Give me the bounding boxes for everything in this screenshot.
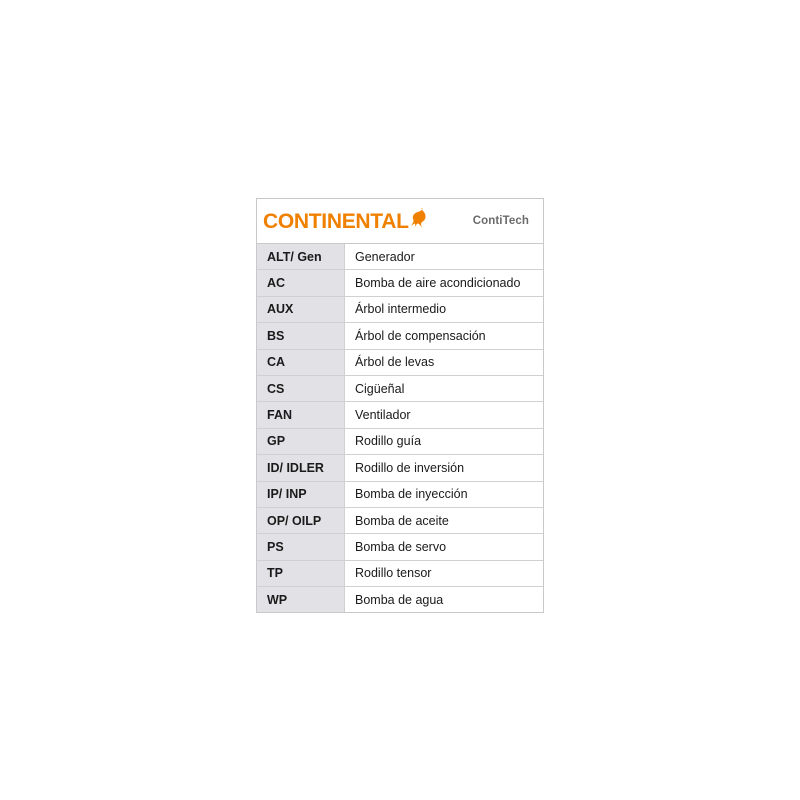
table-row bbox=[257, 349, 543, 375]
legend-description: Cigüeñal bbox=[345, 375, 544, 401]
table-row bbox=[257, 481, 543, 507]
table-row bbox=[257, 375, 543, 401]
legend-code: GP bbox=[257, 428, 345, 454]
table-row bbox=[257, 455, 543, 481]
legend-description: Rodillo tensor bbox=[345, 560, 544, 586]
legend-code: AUX bbox=[257, 296, 345, 322]
brand-header bbox=[257, 199, 543, 244]
brand-wordmark: CONTINENTAL bbox=[263, 209, 409, 233]
legend-code: TP bbox=[257, 560, 345, 586]
table-row bbox=[257, 270, 543, 296]
legend-code: IP/ INP bbox=[257, 481, 345, 507]
legend-description: Bomba de servo bbox=[345, 534, 544, 560]
legend-description: Bomba de aceite bbox=[345, 507, 544, 533]
legend-description: Árbol de levas bbox=[345, 349, 544, 375]
table-row bbox=[257, 560, 543, 586]
legend-code: WP bbox=[257, 587, 345, 613]
legend-code: AC bbox=[257, 270, 345, 296]
table-row bbox=[257, 507, 543, 533]
legend-code: OP/ OILP bbox=[257, 507, 345, 533]
legend-description: Bomba de inyección bbox=[345, 481, 544, 507]
legend-code: PS bbox=[257, 534, 345, 560]
table-row bbox=[257, 244, 543, 270]
legend-code: ID/ IDLER bbox=[257, 455, 345, 481]
legend-description: Árbol de compensación bbox=[345, 323, 544, 349]
table-row bbox=[257, 296, 543, 322]
legend-code: FAN bbox=[257, 402, 345, 428]
prancing-horse-icon bbox=[411, 208, 428, 230]
legend-description: Árbol intermedio bbox=[345, 296, 544, 322]
table-row bbox=[257, 323, 543, 349]
legend-code: CA bbox=[257, 349, 345, 375]
legend-table bbox=[257, 244, 543, 612]
table-row bbox=[257, 402, 543, 428]
legend-code: CS bbox=[257, 375, 345, 401]
legend-code: BS bbox=[257, 323, 345, 349]
legend-description: Bomba de aire acondicionado bbox=[345, 270, 544, 296]
legend-description: Generador bbox=[345, 244, 544, 270]
sub-brand-label: ContiTech bbox=[472, 215, 529, 227]
legend-card bbox=[256, 198, 544, 613]
legend-description: Ventilador bbox=[345, 402, 544, 428]
brand-logo bbox=[263, 210, 428, 232]
legend-code: ALT/ Gen bbox=[257, 244, 345, 270]
legend-description: Bomba de agua bbox=[345, 587, 544, 613]
table-row bbox=[257, 587, 543, 613]
table-row bbox=[257, 428, 543, 454]
legend-description: Rodillo guía bbox=[345, 428, 544, 454]
table-row bbox=[257, 534, 543, 560]
legend-description: Rodillo de inversión bbox=[345, 455, 544, 481]
